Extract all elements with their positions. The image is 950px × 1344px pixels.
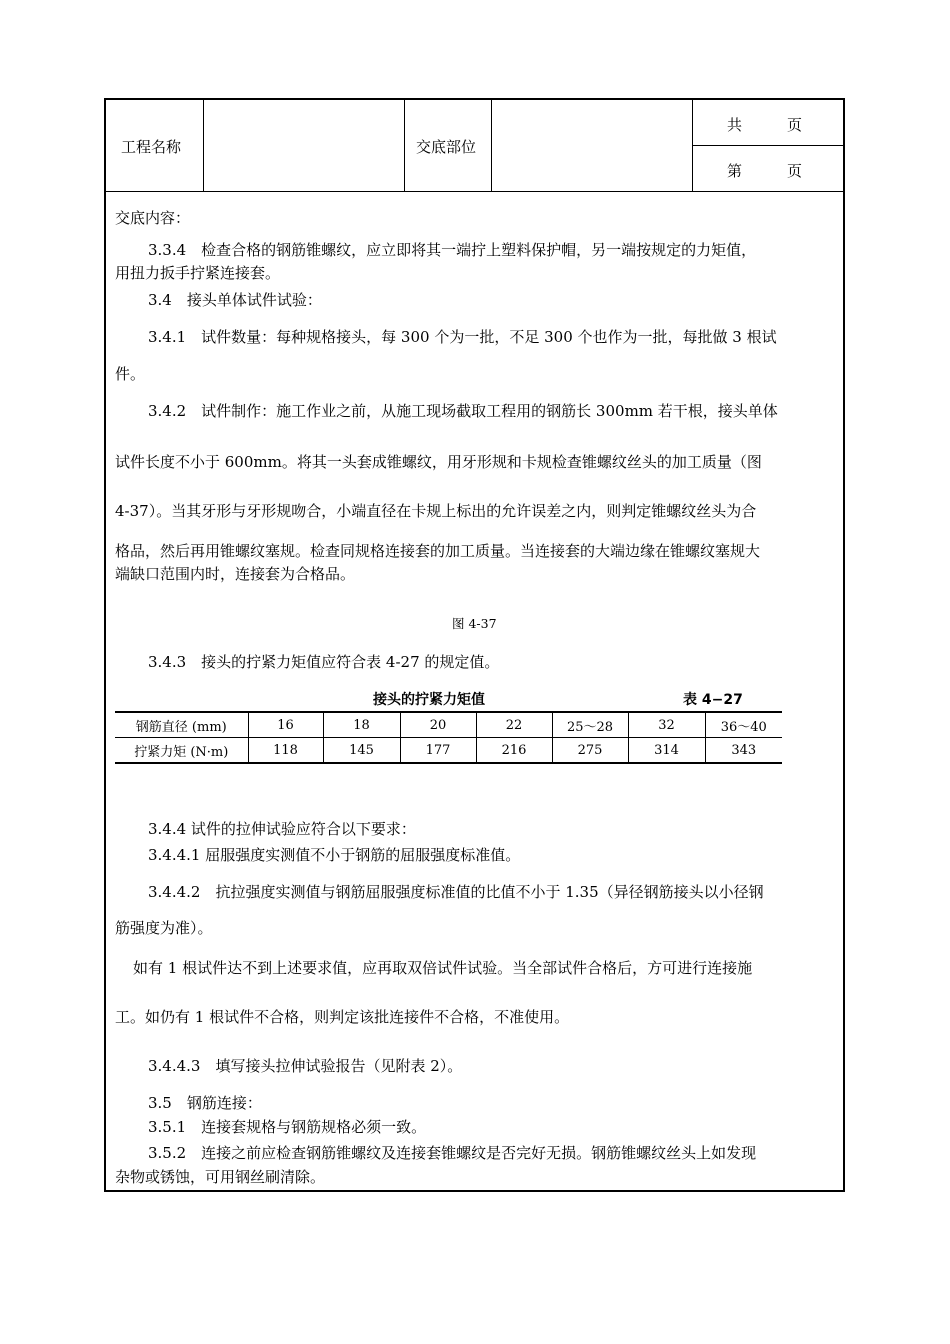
para-3-4-4-1: 3.4.4.1 屈服强度实测值不小于钢筋的屈服强度标准值。 [148, 846, 521, 864]
para-3-5-2-line1: 3.5.2 连接之前应检查钢筋锥螺纹及连接套锥螺纹是否完好无损。钢筋锥螺纹丝头上如发现 [148, 1144, 757, 1162]
diameter-cell: 32 [628, 712, 705, 738]
page-cell-divider [692, 145, 845, 146]
para-3-4-2-line5: 端缺口范围内时，连接套为合格品。 [115, 565, 356, 583]
header-divider-3 [491, 98, 492, 191]
para-3-4-2-line4: 格品，然后再用锥螺纹塞规。检查同规格连接套的加工质量。当连接套的大端边缘在锥螺纹塞规大 [115, 542, 761, 560]
para-3-4-1-line2: 件。 [115, 365, 146, 383]
retest-note-line2: 工。如仍有 1 根试件不合格，则判定该批连接件不合格，不准使用。 [115, 1008, 570, 1026]
diameter-cell: 16 [248, 712, 323, 738]
table-row [115, 712, 782, 738]
header-divider-2 [404, 98, 405, 191]
diameter-cell: 25～28 [552, 712, 628, 738]
para-3-5: 3.5 钢筋连接： [148, 1094, 262, 1112]
header-bottom-border [104, 191, 845, 192]
retest-note-line1: 如有 1 根试件达不到上述要求值，应再取双倍试件试验。当全部试件合格后，方可进行连接施 [133, 959, 753, 977]
torque-cell: 275 [552, 738, 628, 764]
torque-cell: 145 [323, 738, 400, 764]
para-3-4: 3.4 接头单体试件试验： [148, 291, 322, 309]
row-label-torque: 拧紧力矩 (N·m) [115, 738, 248, 764]
diameter-cell: 36～40 [705, 712, 782, 738]
para-3-4-4-2-line2: 筋强度为准）。 [115, 919, 213, 937]
torque-cell: 343 [705, 738, 782, 764]
para-3-4-2-line3: 4-37）。当其牙形与牙形规吻合，小端直径在卡规上标出的允许误差之内，则判定锥螺纹丝头为合 [115, 502, 757, 520]
para-3-5-2-line2: 杂物或锈蚀，可用钢丝刷清除。 [115, 1168, 326, 1186]
diameter-cell: 18 [323, 712, 400, 738]
page-number: 第 页 [727, 162, 803, 180]
para-3-4-2-line1: 3.4.2 试件制作：施工作业之前，从施工现场截取工程用的钢筋长 300mm 若干根，接头单体 [148, 402, 778, 420]
row-label-diameter: 钢筋直径 (mm) [115, 712, 248, 738]
torque-cell: 177 [400, 738, 476, 764]
table-number: 表 4−27 [683, 692, 743, 708]
torque-cell: 216 [476, 738, 552, 764]
para-3-4-4: 3.4.4 试件的拉伸试验应符合以下要求： [148, 820, 416, 838]
content-intro: 交底内容： [115, 209, 191, 227]
table-title: 接头的拧紧力矩值 [373, 692, 485, 708]
figure-caption: 图 4-37 [452, 616, 497, 631]
project-name-label: 工程名称 [121, 138, 182, 156]
para-3-4-3: 3.4.3 接头的拧紧力矩值应符合表 4-27 的规定值。 [148, 653, 500, 671]
diameter-cell: 20 [400, 712, 476, 738]
para-3-4-4-2-line1: 3.4.4.2 抗拉强度实测值与钢筋屈服强度标准值的比值不小于 1.35（异径钢筋接头以小径钢 [148, 883, 764, 901]
torque-cell: 314 [628, 738, 705, 764]
para-3-5-1: 3.5.1 连接套规格与钢筋规格必须一致。 [148, 1118, 427, 1136]
diameter-cell: 22 [476, 712, 552, 738]
position-label: 交底部位 [416, 138, 477, 156]
para-3-3-4-line2: 用扭力扳手拧紧连接套。 [115, 264, 281, 282]
para-3-4-2-line2: 试件长度不小于 600mm。将其一头套成锥螺纹，用牙形规和卡规检查锥螺纹丝头的加工质量（图 [115, 453, 762, 471]
torque-table [115, 711, 782, 764]
table-row [115, 738, 782, 764]
total-pages: 共 页 [727, 116, 803, 134]
para-3-4-1-line1: 3.4.1 试件数量：每种规格接头，每 300 个为一批，不足 300 个也作为一批，每批做 3 根试 [148, 328, 777, 346]
header-divider-1 [203, 98, 204, 191]
para-3-4-4-3: 3.4.4.3 填写接头拉伸试验报告（见附表 2）。 [148, 1057, 463, 1075]
torque-cell: 118 [248, 738, 323, 764]
para-3-3-4-line1: 3.3.4 检查合格的钢筋锥螺纹，应立即将其一端拧上塑料保护帽，另一端按规定的力矩值， [148, 241, 757, 259]
